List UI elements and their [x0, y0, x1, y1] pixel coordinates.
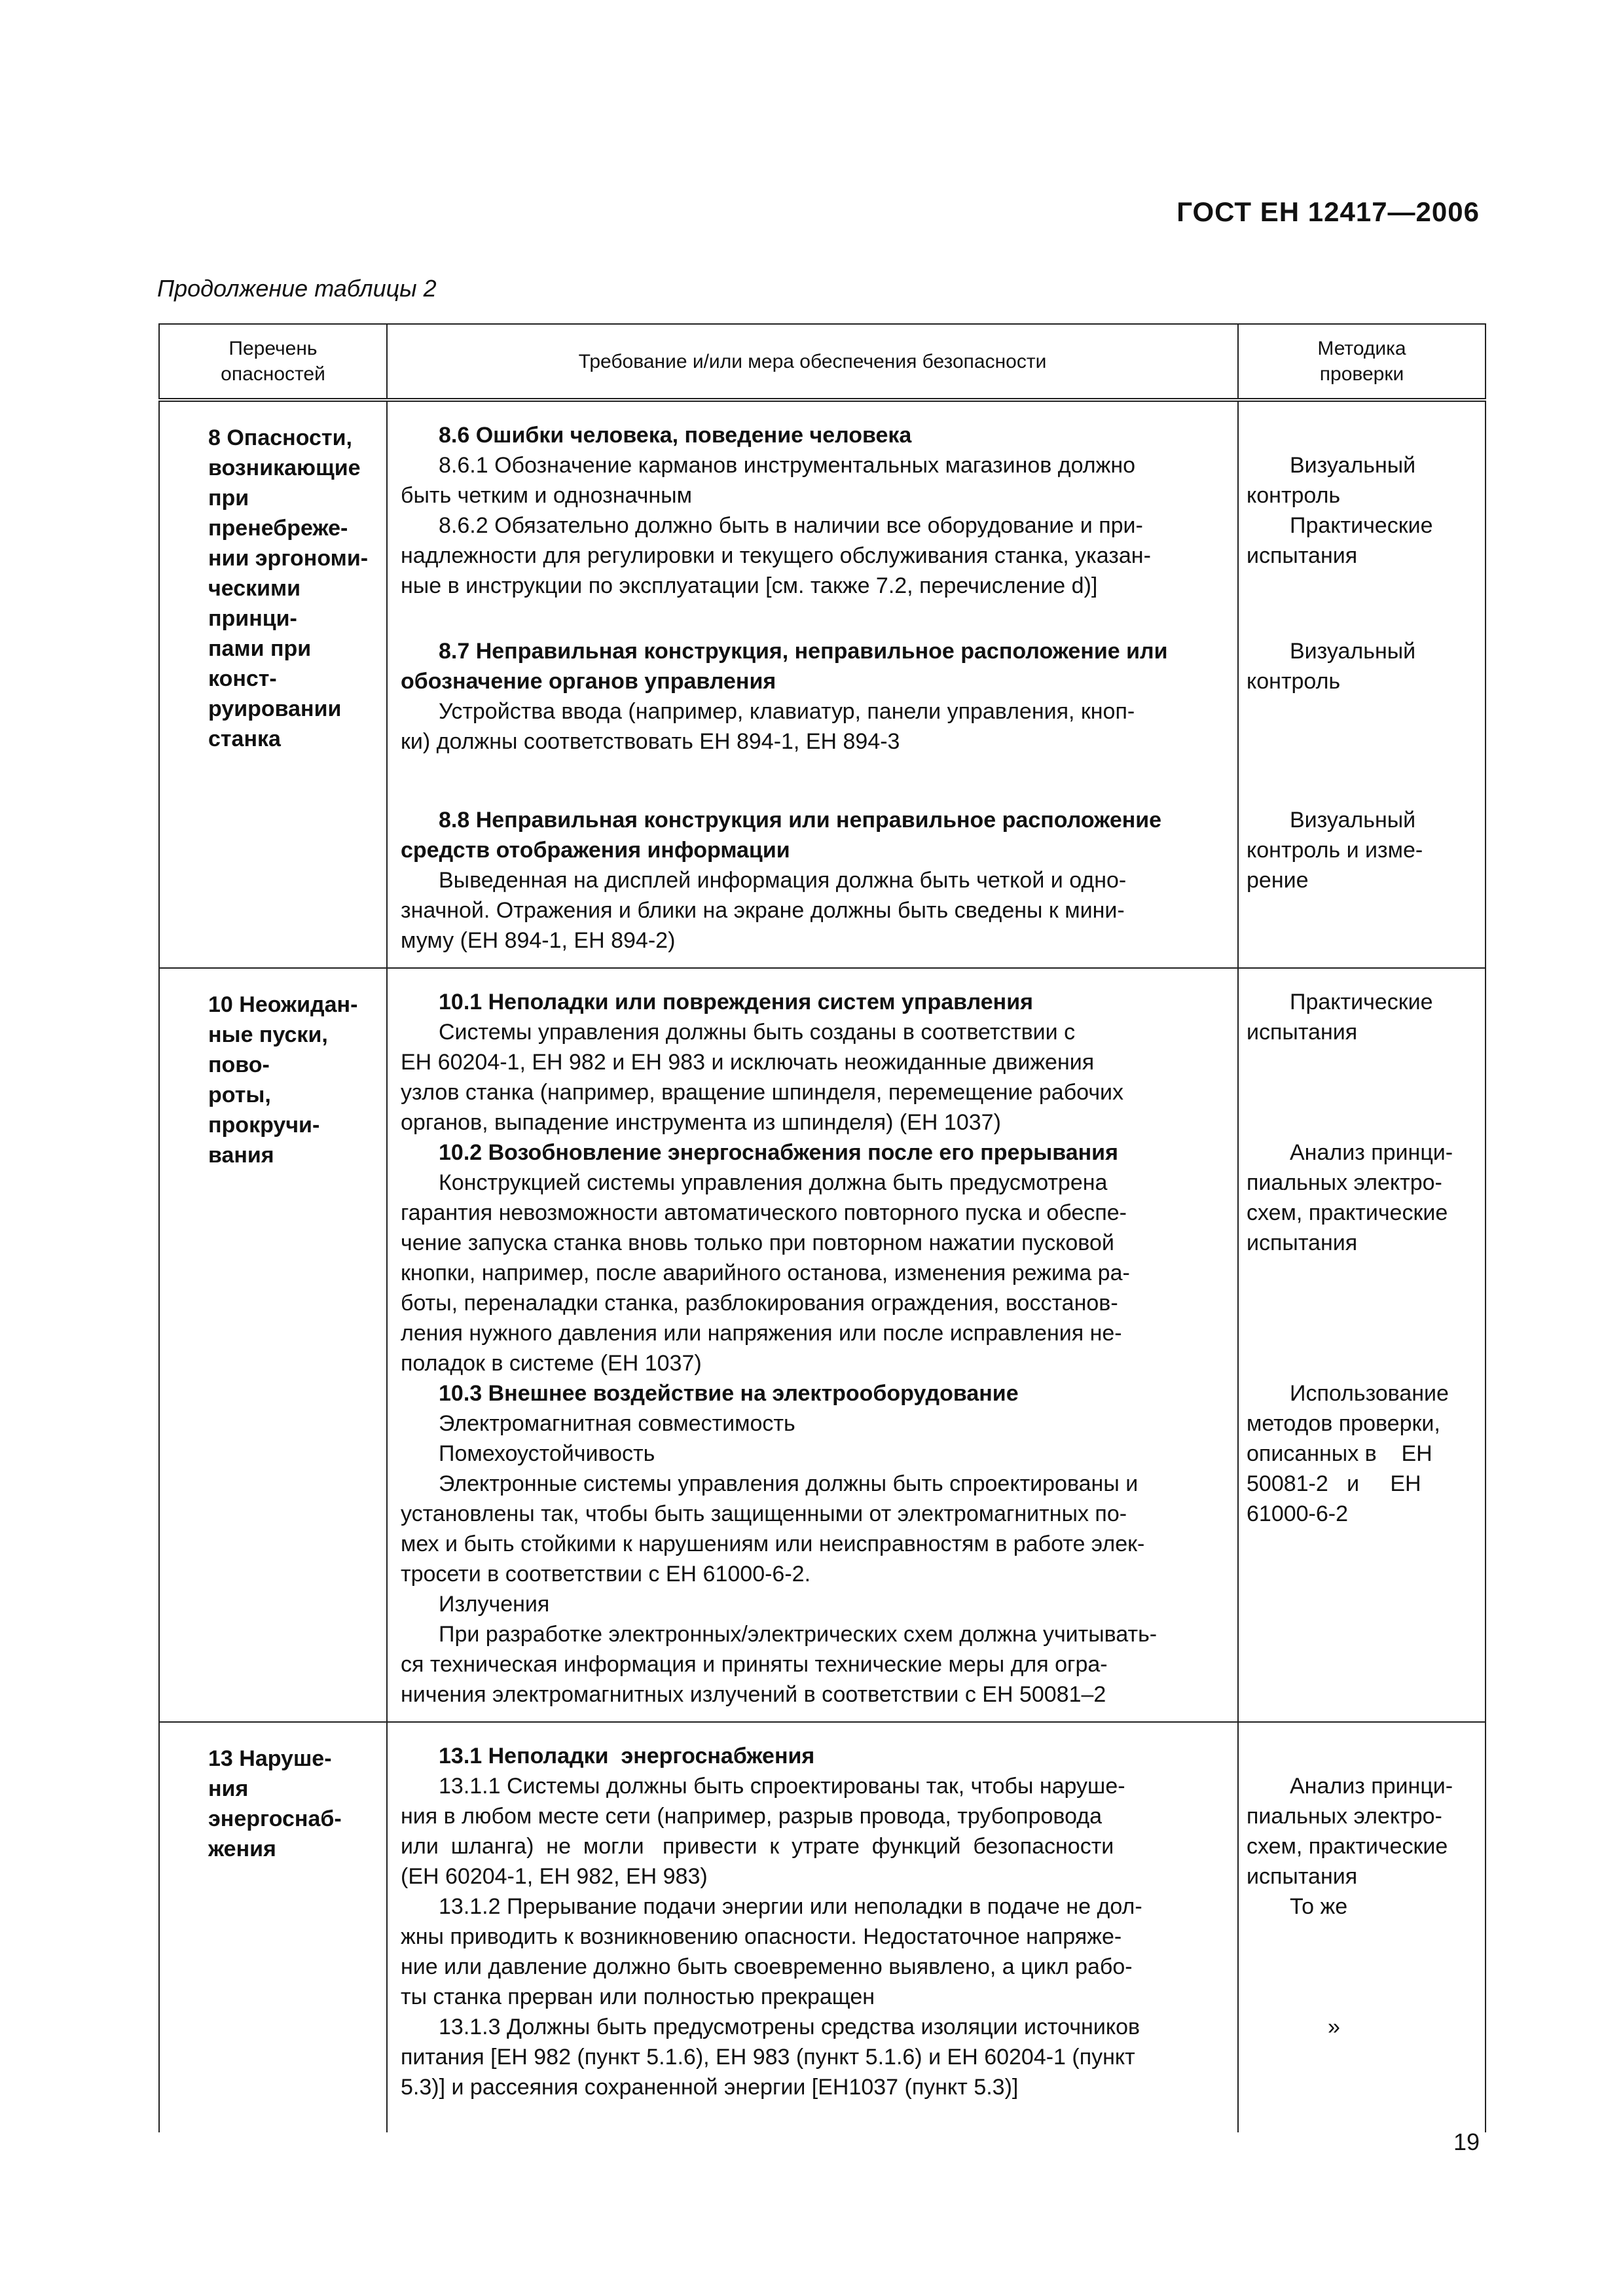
text-line: ЕН 60204-1, ЕН 982 и ЕН 983 и исключать неожиданные движения — [401, 1050, 1095, 1075]
method-line — [1247, 1982, 1482, 2012]
method-line — [1247, 1348, 1482, 1378]
method-line — [1247, 1288, 1482, 1318]
text-line: 8.6.1 Обозначение карманов инструментальных магазинов должно — [439, 453, 1136, 478]
text-line: 13.1.3 Должны быть предусмотрены средства изоляции источников — [439, 2015, 1140, 2039]
method-line — [1247, 420, 1482, 450]
hazard-line: 10 Неожидан- — [208, 992, 358, 1017]
method-cell — [1238, 400, 1486, 968]
text-line: кнопки, например, после аварийного останова, изменения режима ра- — [401, 1261, 1130, 1285]
method-line — [1247, 1952, 1482, 1982]
text-line: Выведенная на дисплей информация должна быть четкой и одно- — [439, 868, 1127, 893]
page-number: 19 — [1453, 2128, 1480, 2155]
requirement-cell — [387, 1722, 1238, 2132]
header-hazard-list — [159, 324, 387, 400]
text-line: 8.6.2 Обязательно должно быть в наличии все оборудование и при- — [439, 513, 1143, 538]
hazard-cell — [159, 1722, 387, 2132]
text-line: муму (ЕН 894-1, ЕН 894-2) — [401, 928, 676, 953]
method-line: испытания — [1247, 543, 1358, 568]
header-hazard-line: опасностей — [221, 363, 325, 385]
clause-heading: 10.2 Возобновление энергоснабжения после его прерывания — [439, 1140, 1118, 1165]
requirement-cell — [387, 968, 1238, 1722]
hazard-line: ные пуски, пово- — [208, 1022, 328, 1077]
clause-heading: 10.1 Неполадки или повреждения систем управления — [439, 990, 1033, 1014]
text-line: мех и быть стойкими к нарушениям или неисправностям в работе элек- — [401, 1532, 1145, 1556]
text-line: 13.1.2 Прерывание подачи энергии или неполадки в подаче не дол- — [439, 1894, 1142, 1919]
text-line: или шланга) не могли привести к утрате функций безопасности — [401, 1834, 1114, 1859]
header-method — [1238, 324, 1486, 400]
text-line: Конструкцией системы управления должна быть предусмотрена — [439, 1170, 1108, 1195]
hazard-line: станка — [208, 726, 281, 751]
table-row-section-8 — [159, 400, 1486, 968]
method-block — [1247, 1741, 1482, 1892]
clause-heading: 8.6 Ошибки человека, поведение человека — [439, 423, 912, 448]
text-line: 13.1.1 Системы должны быть спроектированы так, чтобы наруше- — [439, 1774, 1125, 1799]
method-line: схем, практические — [1247, 1200, 1448, 1225]
clause-heading: средств отображения информации — [401, 838, 790, 863]
text-line: надлежности для регулировки и текущего обслуживания станка, указан- — [401, 543, 1151, 568]
method-line: контроль — [1247, 483, 1341, 508]
method-line: 50081-2 и ЕН — [1247, 1471, 1421, 1496]
method-line — [1247, 1318, 1482, 1348]
method-line — [1247, 1047, 1482, 1077]
spacer — [401, 792, 1228, 805]
method-block — [1247, 636, 1482, 757]
method-line: схем, практические — [1247, 1834, 1448, 1859]
method-line: рение — [1247, 868, 1309, 893]
hazard-cell — [159, 968, 387, 1722]
header-method-line: проверки — [1319, 363, 1404, 385]
hazard-line: при пренебреже- — [208, 486, 348, 541]
text-line: При разработке электронных/электрических схем должна учитывать- — [439, 1622, 1158, 1647]
requirement-block — [401, 2012, 1228, 2102]
hazard-line: ния энергоснаб- — [208, 1776, 342, 1831]
method-line — [1247, 726, 1482, 757]
method-line: Анализ принци- — [1290, 1140, 1453, 1165]
hazard-line: возникающие — [208, 456, 361, 480]
requirement-block — [401, 1741, 1228, 1892]
clause-heading: 10.3 Внешнее воздействие на электрооборудование — [439, 1381, 1019, 1406]
requirement-cell — [387, 400, 1238, 968]
method-line: Анализ принци- — [1290, 1774, 1453, 1799]
method-line — [1247, 1258, 1482, 1288]
method-line: описанных в ЕН — [1247, 1441, 1432, 1466]
method-line — [1247, 1922, 1482, 1952]
method-block — [1247, 420, 1482, 601]
text-line: ничения электромагнитных излучений в соответствии с ЕН 50081–2 — [401, 1682, 1106, 1707]
text-line: 5.3)] и рассеяния сохраненной энергии [ЕН1037 (пункт 5.3)] — [401, 2075, 1019, 2100]
hazard-line: руировании — [208, 696, 342, 721]
requirement-block — [401, 1378, 1228, 1710]
text-line: быть четким и однозначным — [401, 483, 692, 508]
method-line — [1247, 1107, 1482, 1138]
requirement-block — [401, 420, 1228, 601]
hazard-table — [158, 323, 1486, 2132]
text-line: Системы управления должны быть созданы в соответствии с — [439, 1020, 1076, 1045]
text-line: органов, выпадение инструмента из шпинделя) (ЕН 1037) — [401, 1110, 1001, 1135]
spacer — [1247, 601, 1482, 636]
spacer — [1247, 757, 1482, 792]
method-line: Практические — [1290, 513, 1433, 538]
text-line: ки) должны соответствовать ЕН 894-1, ЕН 894-3 — [401, 729, 900, 754]
text-line: ся техническая информация и приняты технические меры для огра- — [401, 1652, 1108, 1677]
text-line: боты, переналадки станка, разблокирования ограждения, восстанов- — [401, 1291, 1118, 1316]
requirement-block — [401, 636, 1228, 757]
text-line: установлены так, чтобы быть защищенными от электромагнитных по- — [401, 1501, 1127, 1526]
hazard-line: 8 Опасности, — [208, 425, 352, 450]
hazard-line: нии эргономи- — [208, 546, 369, 571]
table-row-section-13 — [159, 1722, 1486, 2132]
hazard-line: жения — [208, 1837, 276, 1861]
method-line: Использование — [1290, 1381, 1449, 1406]
spacer — [1247, 792, 1482, 805]
text-line: Электронные системы управления должны быть спроектированы и — [439, 1471, 1139, 1496]
header-requirement: Требование и/или мера обеспечения безопасности — [387, 324, 1238, 400]
hazard-line: ческими принци- — [208, 576, 301, 631]
method-cell — [1238, 968, 1486, 1722]
method-line — [1247, 696, 1482, 726]
hazard-line: 13 Наруше- — [208, 1746, 332, 1771]
spacer — [401, 757, 1228, 792]
requirement-block — [401, 987, 1228, 1138]
text-line: ния в любом месте сети (например, разрыв провода, трубопровода — [401, 1804, 1102, 1829]
method-line: испытания — [1247, 1230, 1358, 1255]
method-block — [1247, 2012, 1482, 2042]
method-line: методов проверки, — [1247, 1411, 1440, 1436]
method-block — [1247, 1138, 1482, 1378]
method-line: » — [1328, 2015, 1340, 2039]
requirement-block — [401, 1892, 1228, 2012]
clause-heading: 8.7 Неправильная конструкция, неправильное расположение или — [439, 639, 1168, 664]
table-row-section-10 — [159, 968, 1486, 1722]
text-line: (ЕН 60204-1, ЕН 982, ЕН 983) — [401, 1864, 708, 1889]
method-line: контроль и изме- — [1247, 838, 1423, 863]
text-line: чение запуска станка вновь только при повторном нажатии пусковой — [401, 1230, 1114, 1255]
method-block — [1247, 805, 1482, 895]
text-line: значной. Отражения и блики на экране должны быть сведены к мини- — [401, 898, 1125, 923]
method-line: испытания — [1247, 1864, 1358, 1889]
method-block — [1247, 1892, 1482, 2012]
text-line: гарантия невозможности автоматического повторного пуска и обеспе- — [401, 1200, 1127, 1225]
text-line: Помехоустойчивость — [439, 1441, 655, 1466]
text-line: тросети в соответствии с ЕН 61000-6-2. — [401, 1562, 811, 1587]
document-code: ГОСТ ЕН 12417—2006 — [1176, 196, 1480, 227]
method-line: Визуальный — [1290, 453, 1416, 478]
table-caption: Продолжение таблицы 2 — [157, 275, 437, 302]
text-line: Электромагнитная совместимость — [439, 1411, 795, 1436]
text-line: ные в инструкции по эксплуатации [см. также 7.2, перечисление d)] — [401, 573, 1098, 598]
method-line: контроль — [1247, 669, 1341, 694]
text-line: ты станка прерван или полностью прекращен — [401, 1984, 875, 2009]
method-line — [1247, 1741, 1482, 1771]
method-block — [1247, 987, 1482, 1138]
hazard-line: роты, прокручи- — [208, 1083, 320, 1138]
method-line: пиальных электро- — [1247, 1170, 1442, 1195]
method-line: 61000-6-2 — [1247, 1501, 1349, 1526]
clause-heading: 13.1 Неполадки энергоснабжения — [439, 1744, 815, 1768]
method-line: Визуальный — [1290, 639, 1416, 664]
text-line: ние или давление должно быть своевременно выявлено, а цикл рабо- — [401, 1954, 1133, 1979]
method-line: испытания — [1247, 1020, 1358, 1045]
table-header-row — [159, 324, 1486, 400]
method-line — [1247, 571, 1482, 601]
text-line: Устройства ввода (например, клавиатур, панели управления, кноп- — [439, 699, 1135, 724]
requirement-block — [401, 1138, 1228, 1378]
method-cell — [1238, 1722, 1486, 2132]
method-line — [1247, 1077, 1482, 1107]
method-line: Практические — [1290, 990, 1433, 1014]
text-line: поладок в системе (ЕН 1037) — [401, 1351, 702, 1376]
header-method-line: Методика — [1317, 338, 1406, 359]
method-block — [1247, 1378, 1482, 1529]
text-line: питания [ЕН 982 (пункт 5.1.6), ЕН 983 (пункт 5.1.6) и ЕН 60204-1 (пункт — [401, 2045, 1135, 2070]
requirement-block — [401, 805, 1228, 956]
hazard-cell — [159, 400, 387, 968]
method-line: пиальных электро- — [1247, 1804, 1442, 1829]
text-line: жны приводить к возникновению опасности. Недостаточное напряже- — [401, 1924, 1122, 1949]
spacer — [401, 601, 1228, 636]
text-line: Излучения — [439, 1592, 550, 1617]
method-line: То же — [1290, 1894, 1348, 1919]
text-line: узлов станка (например, вращение шпинделя, перемещение рабочих — [401, 1080, 1124, 1105]
header-hazard-line: Перечень — [228, 338, 318, 359]
hazard-line: вания — [208, 1143, 274, 1168]
clause-heading: обозначение органов управления — [401, 669, 776, 694]
method-line: Визуальный — [1290, 808, 1416, 833]
hazard-line: пами при конст- — [208, 636, 312, 691]
clause-heading: 8.8 Неправильная конструкция или неправильное расположение — [439, 808, 1162, 833]
text-line: ления нужного давления или напряжения или после исправления не- — [401, 1321, 1122, 1346]
